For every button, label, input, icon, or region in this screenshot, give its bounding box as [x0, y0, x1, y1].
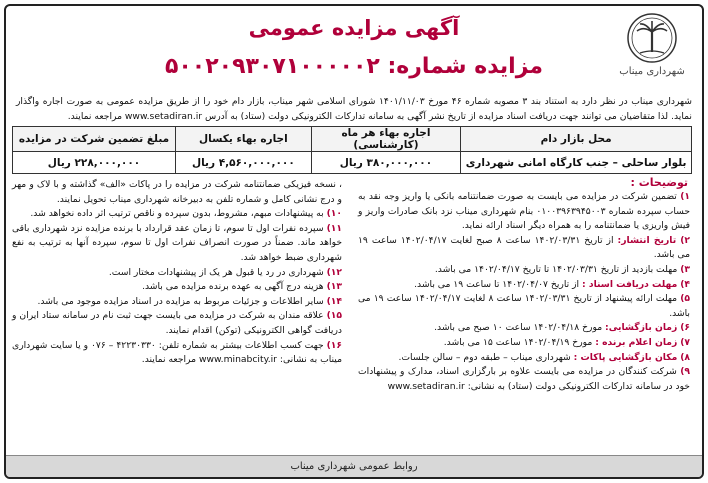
- list-item: ۱۴) سایر اطلاعات و جزئیات مربوط به مزایده در اسناد مزایده موجود می باشد.: [37, 295, 342, 307]
- list-item: ۱۳) هزینه درج آگهی به عهده برنده مزایده می باشد.: [142, 281, 342, 293]
- palm-tree-icon: [626, 12, 678, 64]
- advertisement-frame: [4, 4, 704, 479]
- list-item: ، نسخه فیزیکی ضمانتنامه شرکت در مزایده را در پاکات «الف» گذاشته و با لاک و مهر و درج نشانی کامل و شماره تلفن به دبیرخانه شهرداری میناب تحویل نمایند.: [12, 179, 342, 205]
- municipality-logo: [616, 12, 688, 86]
- list-item: ۹) شرکت کنندگان در مزایده می بایست علاوه بر بارگزاری اسناد، مدارک و پیشنهادات خود در سامانه تدارکات الکترونیکی دولت (ستاد) به نشانی: www.setadiran.ir: [358, 366, 691, 392]
- intro-paragraph: شهرداری میناب در نظر دارد به استناد بند ۳ مصوبه شماره ۴۶ مورخ ۱۴۰۱/۱۱/۰۳ شورای اسلامی شهر میناب، بازار دام خود را از طریق مزایده عمومی به صورت اجاره واگذار نماید. لذا متقاضیان می توانند جهت دریافت اسناد مزایده از تاریخ نشر آگهی به سامانه تدارکات الکترونیکی دولت (ستاد) به آدرس www.setadiran.ir مراجعه نمایند.: [16, 96, 692, 122]
- list-item: ۱۰) به پیشنهادات مبهم، مشروط، بدون سپرده و ناقص ترتیب اثر داده نخواهد شد.: [30, 208, 342, 220]
- list-item: ۱۲) شهرداری در رد یا قبول هر یک از پیشنهادات مختار است.: [108, 266, 342, 278]
- auction-number-label: مزایده شماره:: [387, 54, 544, 79]
- list-item: ۷) زمان اعلام برنده : مورخ ۱۴۰۲/۰۴/۱۹ ساعت ۱۵ می باشد.: [443, 336, 690, 348]
- list-item: ۱) تضمین شرکت در مزایده می بایست به صورت ضمانتنامه بانکی یا واریز وجه نقد به حساب سپرده شماره ۰۱۰۰۳۹۶۳۹۴۵۰۰۳ بنام شهرداری میناب نزد بانک صادرات واریز و فیش واریزی یا ضمانتنامه را به همراه دیگر اسناد ارائه نماید.: [358, 191, 690, 232]
- notes-right-column: [358, 190, 690, 394]
- list-item: ۱۶) جهت کسب اطلاعات بیشتر به شماره تلفن: ۴۲۲۳۰۳۳۰ – ۰۷۶ و یا سایت شهرداری میناب به نشانی: www.minabcity.ir مراجعه نمایند.: [12, 339, 343, 366]
- list-item: ۱۱) سپرده نفرات اول تا سوم، تا زمان عقد قرارداد با برنده مزایده نزد شهرداری باقی خواهد ماند. ضمناً در صورت انصراف نفرات اول تا سوم، سپرده آنها به ترتیب به نفع شهرداری ضبط خواهد شد.: [12, 222, 342, 263]
- list-item: ۸) مکان بازگشایی پاکات : شهرداری میناب – طبقه دوم – سالن جلسات.: [398, 351, 690, 363]
- cell-guarantee: ۲۲۸,۰۰۰,۰۰۰ ریال: [13, 152, 176, 174]
- header-yearly-rent: اجاره بهاء یکسال: [175, 127, 311, 152]
- list-item: ۴) مهلت دریافت اسناد : از تاریخ ۱۴۰۲/۰۴/۰۷ تا ساعت ۱۹ می باشد.: [414, 278, 690, 290]
- cell-monthly-rent: ۳۸۰,۰۰۰,۰۰۰ ریال: [311, 152, 460, 174]
- list-item: ۵) مهلت ارائه پیشنهاد از تاریخ ۱۴۰۲/۰۳/۳۱ ساعت ۸ لغایت ۱۴۰۲/۰۴/۱۷ ساعت ۱۹ می باشد.: [358, 293, 691, 319]
- list-item: ۳) مهلت بازدید از تاریخ ۱۴۰۲/۰۳/۳۱ تا تاریخ ۱۴۰۲/۰۴/۱۷ می باشد.: [434, 263, 690, 275]
- logo-caption: شهرداری میناب: [619, 66, 685, 77]
- list-item: ۶) زمان بازگشایی: مورخ ۱۴۰۲/۰۴/۱۸ ساعت ۱۰ صبح می باشد.: [434, 322, 690, 334]
- auction-number-value: ۵۰۰۲۰۹۳۰۷۱۰۰۰۰۰۲: [164, 54, 380, 79]
- cell-yearly-rent: ۴,۵۶۰,۰۰۰,۰۰۰ ریال: [175, 152, 311, 174]
- list-item: ۱۵) علاقه مندان به شرکت در مزایده می بایست جهت ثبت نام در سامانه ستاد ایران و دریافت گواهی الکترونیکی (توکن) اقدام نمایند.: [12, 310, 342, 336]
- header-location: محل بازار دام: [461, 127, 692, 152]
- header-monthly-rent: اجاره بهاء هر ماه (کارشناسی): [311, 127, 460, 152]
- notes-title: توضیحات :: [630, 176, 688, 189]
- auction-table: [12, 126, 692, 174]
- header-guarantee: مبلغ تضمین شرکت در مزایده: [13, 127, 176, 152]
- notes-left-column: [12, 178, 342, 368]
- table-row: [13, 152, 692, 174]
- footer-public-relations: روابط عمومی شهرداری میناب: [6, 455, 702, 477]
- auction-number: [6, 54, 702, 79]
- page-title: آگهی مزایده عمومی: [248, 16, 460, 40]
- header: [6, 6, 702, 98]
- cell-location: بلوار ساحلی – جنب کارگاه امانی شهرداری: [461, 152, 692, 174]
- table-header-row: [13, 127, 692, 152]
- list-item: ۲) تاریخ انتشار: از تاریخ ۱۴۰۲/۰۳/۳۱ ساعت ۸ صبح لغایت ۱۴۰۲/۰۴/۱۷ ساعت ۱۹ می باشد.: [358, 234, 690, 261]
